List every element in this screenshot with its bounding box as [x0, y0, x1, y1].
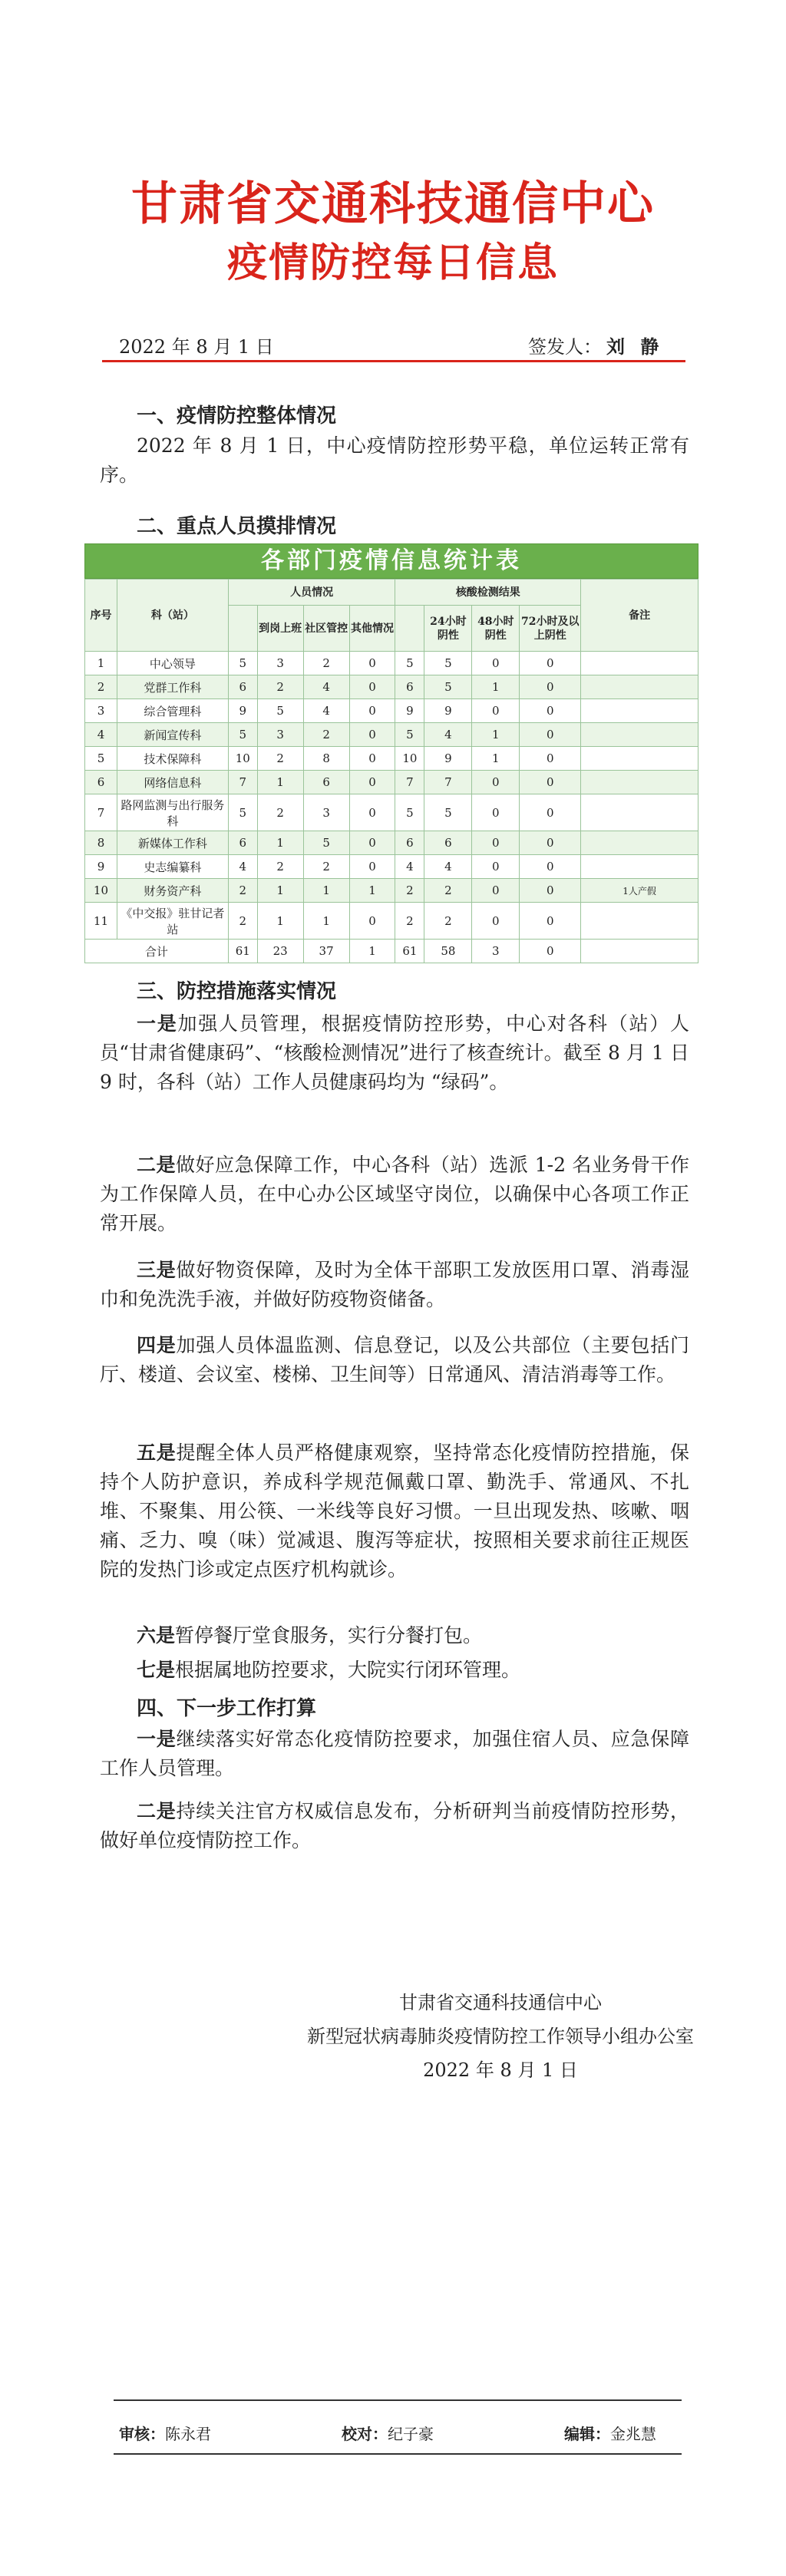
- red-divider: [102, 360, 685, 362]
- table-cell-total: 10: [228, 747, 257, 771]
- header-48h: 48小时阴性: [472, 606, 520, 652]
- header-people-total: [228, 606, 257, 652]
- table-row: [85, 794, 698, 831]
- table-cell-comm: 2: [303, 723, 349, 747]
- table-cell-dept: 综合管理科: [117, 699, 228, 723]
- table-cell-no: 6: [85, 771, 117, 794]
- section1-heading: 一、疫情防控整体情况: [137, 405, 337, 428]
- table-cell-work: 1: [257, 831, 303, 855]
- total-cell-other: 1: [349, 940, 395, 963]
- table-cell-work: 3: [257, 723, 303, 747]
- table-cell-t2: 6: [395, 831, 424, 855]
- table-cell-n72: 0: [520, 675, 581, 699]
- table-cell-n24: 6: [424, 831, 472, 855]
- table-cell-total: 6: [228, 831, 257, 855]
- header-comm: 社区管控: [303, 606, 349, 652]
- table-cell-work: 1: [257, 771, 303, 794]
- table-cell-note: [581, 903, 698, 940]
- table-cell-note: 1人产假: [581, 879, 698, 903]
- table-cell-note: [581, 831, 698, 855]
- table-cell-t2: 10: [395, 747, 424, 771]
- table-row: [85, 903, 698, 940]
- table-cell-n48: 1: [472, 675, 520, 699]
- bottom-rule-bottom: [114, 2453, 682, 2455]
- table-cell-comm: 6: [303, 771, 349, 794]
- table-cell-n72: 0: [520, 723, 581, 747]
- document-subtitle: 疫情防控每日信息: [226, 239, 559, 286]
- table-cell-n48: 0: [472, 903, 520, 940]
- header-people: 人员情况: [228, 580, 395, 606]
- table-cell-n24: 7: [424, 771, 472, 794]
- table-cell-other: 0: [349, 831, 395, 855]
- table-cell-n24: 4: [424, 723, 472, 747]
- table-cell-t2: 2: [395, 879, 424, 903]
- editor-credit: 编辑：金兆慧: [564, 2425, 656, 2443]
- table-cell-n48: 0: [472, 794, 520, 831]
- table-cell-total: 2: [228, 903, 257, 940]
- table-row: [85, 879, 698, 903]
- header-other: 其他情况: [349, 606, 395, 652]
- table-row: [85, 723, 698, 747]
- total-cell-t2: 61: [395, 940, 424, 963]
- table-cell-n48: 0: [472, 652, 520, 675]
- table-cell-no: 9: [85, 855, 117, 879]
- table-cell-other: 0: [349, 723, 395, 747]
- header-24h: 24小时阴性: [424, 606, 472, 652]
- table-cell-other: 0: [349, 855, 395, 879]
- table-cell-no: 7: [85, 794, 117, 831]
- table-cell-no: 5: [85, 747, 117, 771]
- table-cell-n24: 9: [424, 747, 472, 771]
- table-row: [85, 675, 698, 699]
- table-cell-note: [581, 675, 698, 699]
- table-cell-total: 7: [228, 771, 257, 794]
- table-cell-n24: 2: [424, 879, 472, 903]
- table-row: [85, 747, 698, 771]
- table-cell-total: 6: [228, 675, 257, 699]
- header-work: 到岗上班: [257, 606, 303, 652]
- table-cell-work: 2: [257, 794, 303, 831]
- table-cell-total: 5: [228, 723, 257, 747]
- section3-item-5: 五是提醒全体人员严格健康观察，坚持常态化疫情防控措施，保持个人防护意识，养成科学规范佩戴口罩、勤洗手、常通风、不扎堆、不聚集、用公筷、一米线等良好习惯。一旦出现发热、咳嗽、咽痛、乏力、嗅（味）觉减退、腹泻等症状，按照相关要求前往正规医院的发热门诊或定点医疗机构就诊。: [100, 1442, 689, 1580]
- total-cell-comm: 37: [303, 940, 349, 963]
- table-cell-dept: 史志编纂科: [117, 855, 228, 879]
- total-cell-n72: 0: [520, 940, 581, 963]
- table-cell-t2: 5: [395, 652, 424, 675]
- table-cell-comm: 3: [303, 794, 349, 831]
- table-cell-t2: 5: [395, 723, 424, 747]
- header-note: 备注: [581, 580, 698, 652]
- table-cell-n72: 0: [520, 771, 581, 794]
- proof-credit: 校对：纪子豪: [342, 2425, 434, 2443]
- total-cell-n24: 58: [424, 940, 472, 963]
- section2-heading: 二、重点人员摸排情况: [137, 515, 337, 538]
- table-cell-work: 5: [257, 699, 303, 723]
- document-title: 甘肃省交通科技通信中心: [131, 177, 655, 231]
- table-cell-comm: 2: [303, 855, 349, 879]
- table-cell-comm: 2: [303, 652, 349, 675]
- section3-item-1: 一是加强人员管理，根据疫情防控形势，中心对各科（站）人员“甘肃省健康码”、“核酸检测情况”进行了核查统计。截至 8 月 1 日 9 时，各科（站）工作人员健康码均为 “绿码”。: [100, 1012, 689, 1093]
- total-cell-total: 61: [228, 940, 257, 963]
- table-cell-note: [581, 794, 698, 831]
- table-cell-other: 0: [349, 652, 395, 675]
- table-cell-other: 0: [349, 771, 395, 794]
- data-table: [84, 579, 698, 963]
- table-cell-comm: 1: [303, 879, 349, 903]
- table-cell-n24: 5: [424, 794, 472, 831]
- issue-date: 2022 年 8 月 1 日: [119, 336, 274, 358]
- table-row: [85, 855, 698, 879]
- table-cell-t2: 4: [395, 855, 424, 879]
- table-cell-no: 4: [85, 723, 117, 747]
- table-cell-n72: 0: [520, 747, 581, 771]
- table-cell-n48: 1: [472, 747, 520, 771]
- table-cell-other: 0: [349, 699, 395, 723]
- table-cell-n72: 0: [520, 903, 581, 940]
- table-cell-n72: 0: [520, 699, 581, 723]
- footer-block: [107, 1986, 786, 2087]
- table-cell-n72: 0: [520, 855, 581, 879]
- table-cell-no: 2: [85, 675, 117, 699]
- table-cell-dept: 路网监测与出行服务科: [117, 794, 228, 831]
- table-cell-no: 10: [85, 879, 117, 903]
- table-cell-t2: 9: [395, 699, 424, 723]
- section3-item-4: 四是加强人员体温监测、信息登记，以及公共部位（主要包括门厅、楼道、会议室、楼梯、卫生间等）日常通风、清洁消毒等工作。: [100, 1334, 689, 1385]
- table-cell-note: [581, 771, 698, 794]
- table-cell-n24: 5: [424, 675, 472, 699]
- table-cell-n48: 0: [472, 699, 520, 723]
- bottom-rule-top: [114, 2399, 682, 2401]
- table-cell-note: [581, 652, 698, 675]
- table-cell-no: 3: [85, 699, 117, 723]
- section3-item-2: 二是做好应急保障工作，中心各科（站）选派 1-2 名业务骨干作为工作保障人员，在中心办公区域坚守岗位，以确保中心各项工作正常开展。: [100, 1154, 689, 1234]
- table-cell-dept: 新媒体工作科: [117, 831, 228, 855]
- table-cell-t2: 5: [395, 794, 424, 831]
- table-cell-n72: 0: [520, 652, 581, 675]
- section3-item-6: 六是暂停餐厅堂食服务，实行分餐打包。: [137, 1624, 483, 1646]
- table-cell-dept: 党群工作科: [117, 675, 228, 699]
- total-cell-work: 23: [257, 940, 303, 963]
- table-row: [85, 831, 698, 855]
- table-cell-n48: 0: [472, 831, 520, 855]
- table-cell-other: 0: [349, 794, 395, 831]
- table-cell-no: 8: [85, 831, 117, 855]
- table-title: 各部门疫情信息统计表: [84, 543, 698, 579]
- table-cell-comm: 4: [303, 699, 349, 723]
- header-test-total: [395, 606, 424, 652]
- signer-label: 签发人：: [528, 336, 602, 358]
- table-cell-n24: 4: [424, 855, 472, 879]
- table-cell-n48: 0: [472, 771, 520, 794]
- section3-heading: 三、防控措施落实情况: [137, 980, 337, 1003]
- header-72h: 72小时及以上阴性: [520, 606, 581, 652]
- table-cell-dept: 新闻宣传科: [117, 723, 228, 747]
- table-cell-total: 5: [228, 794, 257, 831]
- table-cell-comm: 4: [303, 675, 349, 699]
- table-cell-work: 1: [257, 903, 303, 940]
- header-dept: 科（站）: [117, 580, 228, 652]
- total-cell-note: [581, 940, 698, 963]
- signer: [528, 332, 663, 358]
- table-row: [85, 699, 698, 723]
- table-cell-other: 0: [349, 675, 395, 699]
- section3-item-3: 三是做好物资保障，及时为全体干部职工发放医用口罩、消毒湿巾和免洗洗手液，并做好防疫物资储备。: [100, 1259, 689, 1310]
- table-cell-total: 5: [228, 652, 257, 675]
- table-cell-comm: 1: [303, 903, 349, 940]
- footer-office: 新型冠状病毒肺炎疫情防控工作领导小组办公室: [307, 2026, 694, 2047]
- table-cell-work: 2: [257, 747, 303, 771]
- table-cell-work: 1: [257, 879, 303, 903]
- table-cell-n48: 0: [472, 855, 520, 879]
- header-no: 序号: [85, 580, 117, 652]
- table-cell-total: 2: [228, 879, 257, 903]
- table-cell-work: 3: [257, 652, 303, 675]
- table-cell-n48: 1: [472, 723, 520, 747]
- footer-org: 甘肃省交通科技通信中心: [399, 1992, 602, 2013]
- table-cell-dept: 财务资产科: [117, 879, 228, 903]
- table-cell-n48: 0: [472, 879, 520, 903]
- table-cell-comm: 8: [303, 747, 349, 771]
- table-cell-t2: 7: [395, 771, 424, 794]
- table-cell-dept: 网络信息科: [117, 771, 228, 794]
- table-cell-n72: 0: [520, 831, 581, 855]
- table-cell-other: 1: [349, 879, 395, 903]
- table-cell-n72: 0: [520, 879, 581, 903]
- total-cell-n48: 3: [472, 940, 520, 963]
- table-cell-comm: 5: [303, 831, 349, 855]
- table-cell-other: 0: [349, 903, 395, 940]
- table-row: [85, 771, 698, 794]
- table-cell-t2: 2: [395, 903, 424, 940]
- table-cell-work: 2: [257, 675, 303, 699]
- section4-item-1: 一是继续落实好常态化疫情防控要求，加强住宿人员、应急保障工作人员管理。: [100, 1728, 689, 1779]
- section3-item-7: 七是根据属地防控要求，大院实行闭环管理。: [137, 1659, 521, 1681]
- table-cell-n24: 2: [424, 903, 472, 940]
- table-cell-n24: 5: [424, 652, 472, 675]
- table-cell-no: 11: [85, 903, 117, 940]
- table-cell-note: [581, 855, 698, 879]
- table-total-row: [85, 940, 698, 963]
- table-body: [85, 652, 698, 963]
- table-cell-no: 1: [85, 652, 117, 675]
- review-credit: 审核：陈永君: [119, 2425, 211, 2443]
- table-cell-note: [581, 699, 698, 723]
- table-cell-total: 9: [228, 699, 257, 723]
- section1-text: 2022 年 8 月 1 日，中心疫情防控形势平稳，单位运转正常有序。: [100, 434, 689, 486]
- table-cell-note: [581, 723, 698, 747]
- total-cell-label: 合计: [85, 940, 229, 963]
- table-cell-n72: 0: [520, 794, 581, 831]
- section4-heading: 四、下一步工作打算: [137, 1697, 317, 1720]
- signer-name: 刘 静: [606, 335, 664, 358]
- table-cell-work: 2: [257, 855, 303, 879]
- table-cell-note: [581, 747, 698, 771]
- table-cell-dept: 技术保障科: [117, 747, 228, 771]
- footer-date: 2022 年 8 月 1 日: [423, 2059, 578, 2081]
- header-test: 核酸检测结果: [395, 580, 581, 606]
- table-cell-dept: 《中交报》驻甘记者站: [117, 903, 228, 940]
- table-cell-t2: 6: [395, 675, 424, 699]
- table-cell-n24: 9: [424, 699, 472, 723]
- section4-item-2: 二是持续关注官方权威信息发布，分析研判当前疫情防控形势，做好单位疫情防控工作。: [100, 1800, 689, 1851]
- table-cell-total: 4: [228, 855, 257, 879]
- table-row: [85, 652, 698, 675]
- table-cell-dept: 中心领导: [117, 652, 228, 675]
- table-cell-other: 0: [349, 747, 395, 771]
- statistics-table: [84, 543, 698, 963]
